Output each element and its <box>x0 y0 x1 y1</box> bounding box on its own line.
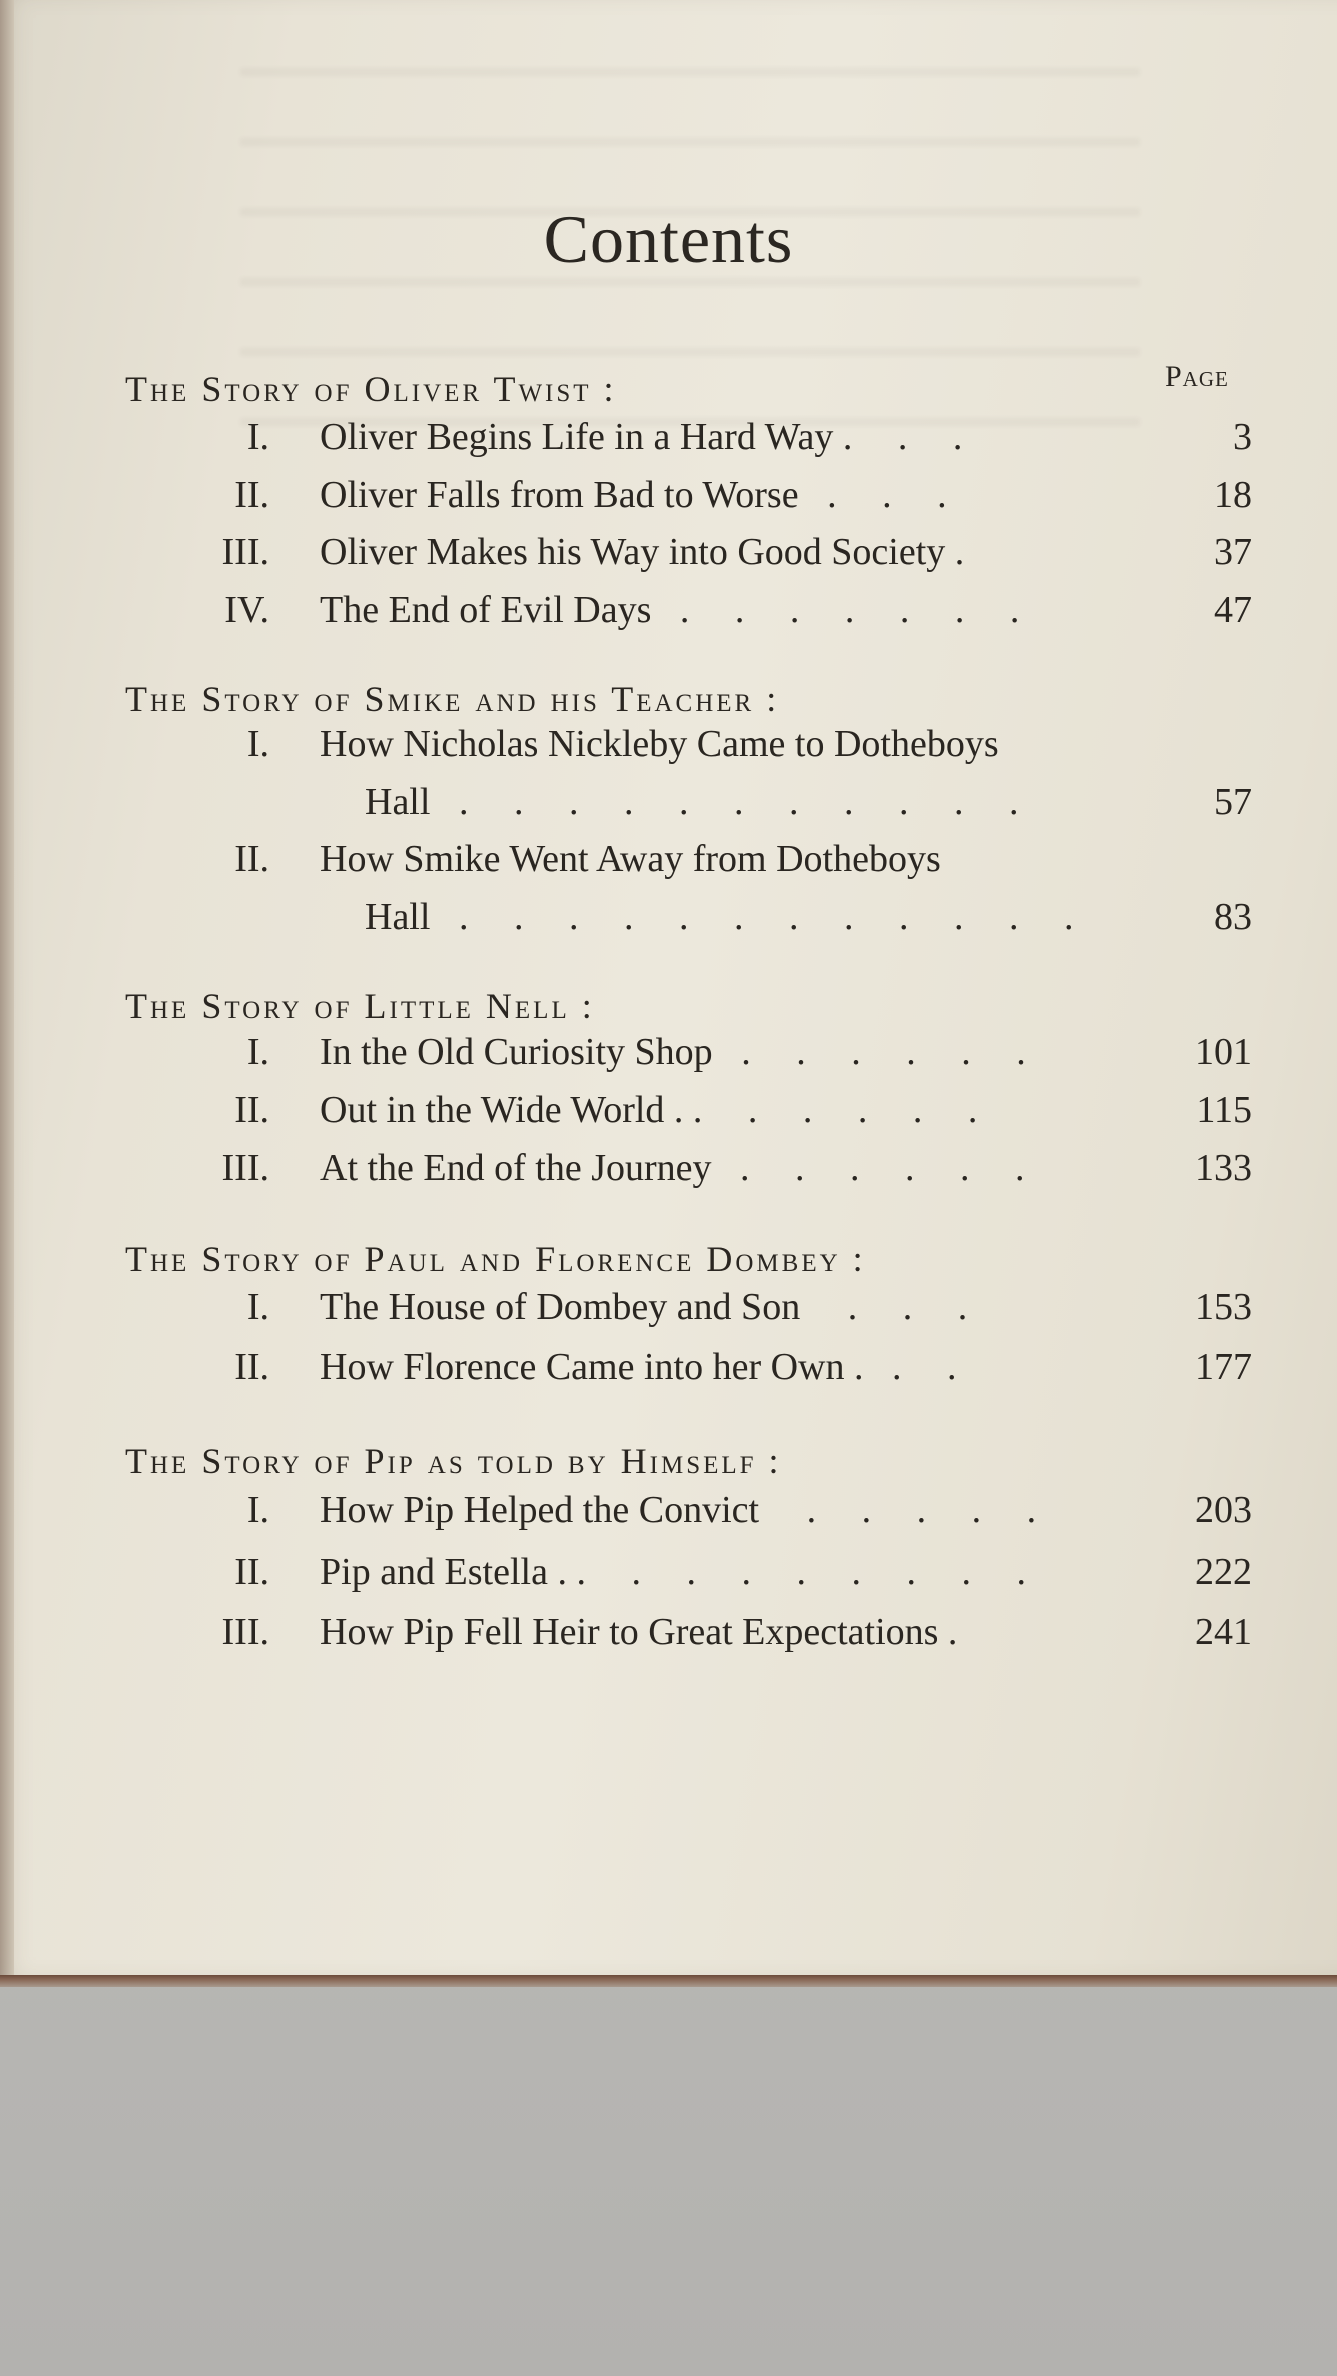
toc-entry[interactable] <box>0 1488 1337 1544</box>
chapter-title: How Florence Came into her Own . . . <box>320 1346 975 1388</box>
section-title: The Story of Little Nell : <box>125 986 595 1026</box>
chapter-title: How Pip Helped the Convict . . . . . <box>320 1489 1055 1531</box>
toc-entry[interactable] <box>0 588 1337 644</box>
page-number: 203 <box>1195 1489 1252 1531</box>
chapter-title: How Pip Fell Heir to Great Expectations . <box>320 1611 958 1653</box>
chapter-number: I. <box>246 1489 269 1531</box>
chapter-number: III. <box>221 1147 269 1189</box>
section-title: The Story of Oliver Twist : <box>125 369 617 409</box>
page-number: 153 <box>1195 1286 1252 1328</box>
page-binding-edge <box>0 0 14 1987</box>
chapter-number: II. <box>234 474 269 516</box>
page-number: 18 <box>1214 474 1252 516</box>
page-number: 222 <box>1195 1551 1252 1593</box>
chapter-title: The End of Evil Days . . . . . . . <box>320 589 1038 631</box>
toc-entry[interactable] <box>0 1146 1337 1202</box>
chapter-number: I. <box>246 416 269 458</box>
page-bottom-edge <box>0 1975 1337 1987</box>
page-number: 133 <box>1195 1147 1252 1189</box>
section-title: The Story of Smike and his Teacher : <box>125 679 780 719</box>
chapter-title: The House of Dombey and Son . . . <box>320 1286 986 1328</box>
toc-entry[interactable] <box>0 415 1337 471</box>
toc-entry[interactable] <box>0 837 1337 893</box>
chapter-number: II. <box>234 1089 269 1131</box>
chapter-title: At the End of the Journey . . . . . . <box>320 1147 1043 1189</box>
chapter-number: III. <box>221 1611 269 1653</box>
page-number: 57 <box>1214 781 1252 823</box>
toc-entry-continuation[interactable] <box>0 895 1337 951</box>
chapter-title: Oliver Falls from Bad to Worse . . . <box>320 474 965 516</box>
page-number: 3 <box>1233 416 1252 458</box>
page-number: 37 <box>1214 531 1252 573</box>
chapter-title: In the Old Curiosity Shop . . . . . . <box>320 1031 1044 1073</box>
chapter-title: How Smike Went Away from Dotheboys <box>320 838 941 880</box>
chapter-number: II. <box>234 1346 269 1388</box>
chapter-number: II. <box>234 1551 269 1593</box>
toc-entry[interactable] <box>0 1088 1337 1144</box>
chapter-title: Pip and Estella . . . . . . . . . . <box>320 1551 1044 1593</box>
chapter-number: I. <box>246 723 269 765</box>
chapter-title: Oliver Makes his Way into Good Society . <box>320 531 965 573</box>
page-number: 177 <box>1195 1346 1252 1388</box>
toc-entry[interactable] <box>0 1345 1337 1401</box>
page-number: 115 <box>1196 1089 1252 1131</box>
page-title: Contents <box>543 201 794 277</box>
page-column-heading: Page <box>1165 360 1229 393</box>
toc-entry[interactable] <box>0 1030 1337 1086</box>
section-title: The Story of Pip as told by Himself : <box>125 1441 782 1481</box>
chapter-title: How Nicholas Nickleby Came to Dotheboys <box>320 723 999 765</box>
chapter-title: Out in the Wide World . . . . . . . <box>320 1089 996 1131</box>
toc-entry[interactable] <box>0 530 1337 586</box>
chapter-title: Oliver Begins Life in a Hard Way . . . <box>320 416 981 458</box>
page-number: 47 <box>1214 589 1252 631</box>
chapter-number: II. <box>234 838 269 880</box>
page-number: 101 <box>1195 1031 1252 1073</box>
section-title: The Story of Paul and Florence Dombey : <box>125 1239 866 1279</box>
toc-entry[interactable] <box>0 1550 1337 1606</box>
toc-entry[interactable] <box>0 473 1337 529</box>
chapter-title-continuation: Hall . . . . . . . . . . . . <box>365 896 1092 938</box>
chapter-number: III. <box>221 531 269 573</box>
chapter-number: IV. <box>224 589 269 631</box>
toc-entry[interactable] <box>0 1610 1337 1666</box>
toc-entry[interactable] <box>0 722 1337 778</box>
chapter-title-continuation: Hall . . . . . . . . . . . <box>365 781 1037 823</box>
page-number: 241 <box>1195 1611 1252 1653</box>
chapter-number: I. <box>246 1286 269 1328</box>
chapter-number: I. <box>246 1031 269 1073</box>
toc-entry[interactable] <box>0 1285 1337 1341</box>
toc-entry-continuation[interactable] <box>0 780 1337 836</box>
page-number: 83 <box>1214 896 1252 938</box>
